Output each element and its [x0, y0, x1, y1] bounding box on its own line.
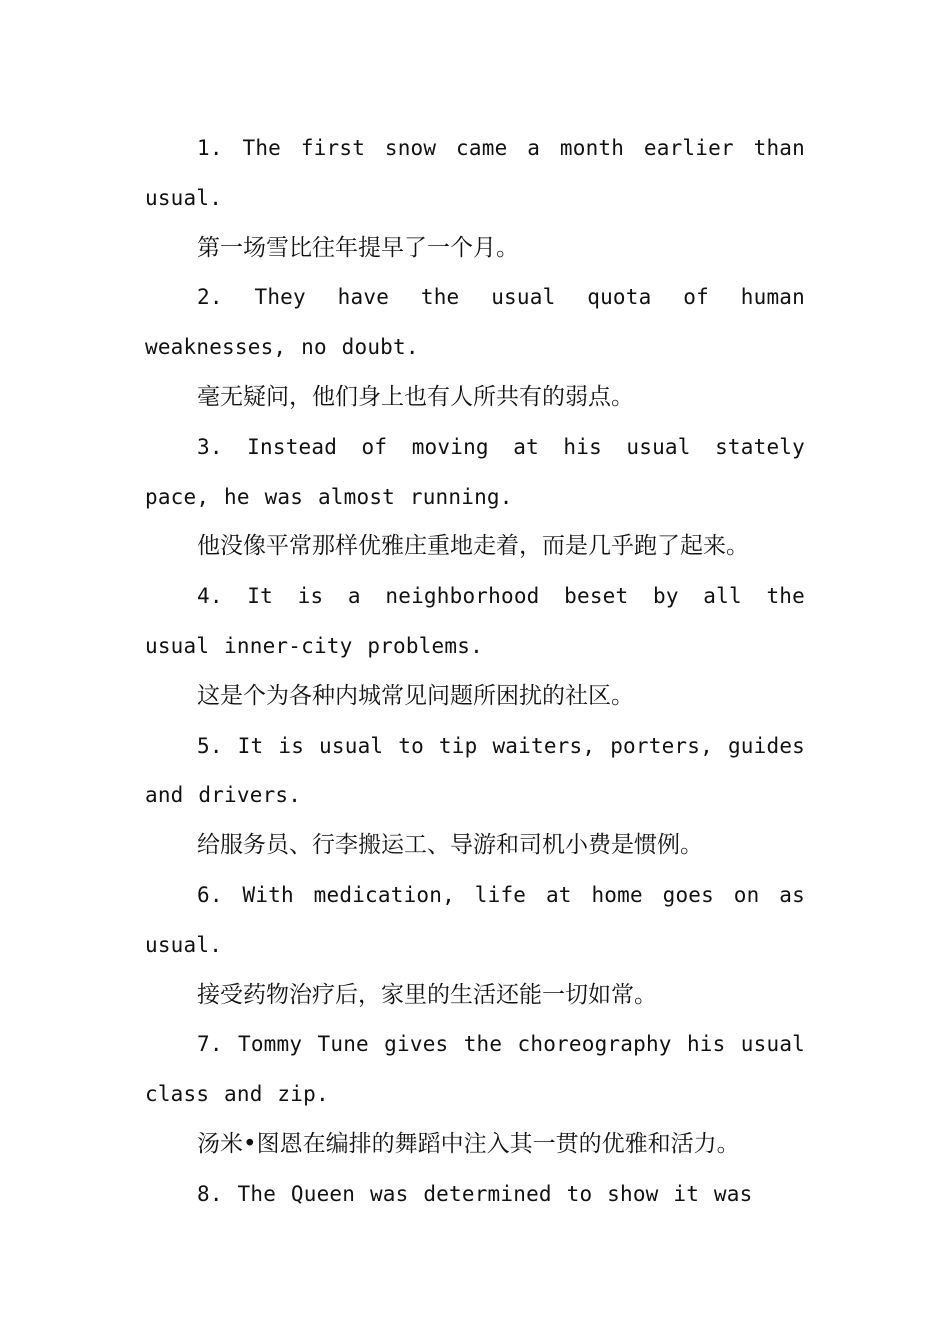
sentence-2-chinese: 毫无疑问，他们身上也有人所共有的弱点。 — [197, 383, 634, 410]
sentence-1-chinese: 第一场雪比往年提早了一个月。 — [197, 234, 519, 261]
sentence-3-chinese: 他没像平常那样优雅庄重地走着，而是几乎跑了起来。 — [197, 533, 749, 560]
sentence-5-english: 5. It is usual to tip waiters, porters, guides and drivers. — [145, 733, 805, 808]
sentence-4-english: 4. It is a neighborhood beset by all the usual inner-city problems. — [145, 584, 805, 658]
sentence-6-english: 6. With medication, life at home goes on as usual. — [145, 882, 805, 957]
sentence-6-chinese: 接受药物治疗后，家里的生活还能一切如常。 — [197, 981, 657, 1008]
sentence-7-chinese: 汤米•图恩在编排的舞蹈中注入其一贯的优雅和活力。 — [197, 1130, 740, 1157]
sentence-5-chinese: 给服务员、行李搬运工、导游和司机小费是惯例。 — [197, 832, 703, 859]
sentence-8-english: 8. The Queen was determined to show it was — [197, 1181, 753, 1206]
sentence-1-english: 1. The first snow came a month earlier than usual. — [145, 136, 805, 210]
document-page — [145, 124, 805, 1220]
sentence-2-english: 2. They have the usual quota of human weaknesses, no doubt. — [145, 285, 805, 360]
sentence-4-chinese: 这是个为各种内城常见问题所困扰的社区。 — [197, 682, 634, 709]
sentence-3-english: 3. Instead of moving at his usual stately pace, he was almost running. — [145, 434, 805, 509]
sentence-7-english: 7. Tommy Tune gives the choreography his usual class and zip. — [145, 1032, 805, 1107]
